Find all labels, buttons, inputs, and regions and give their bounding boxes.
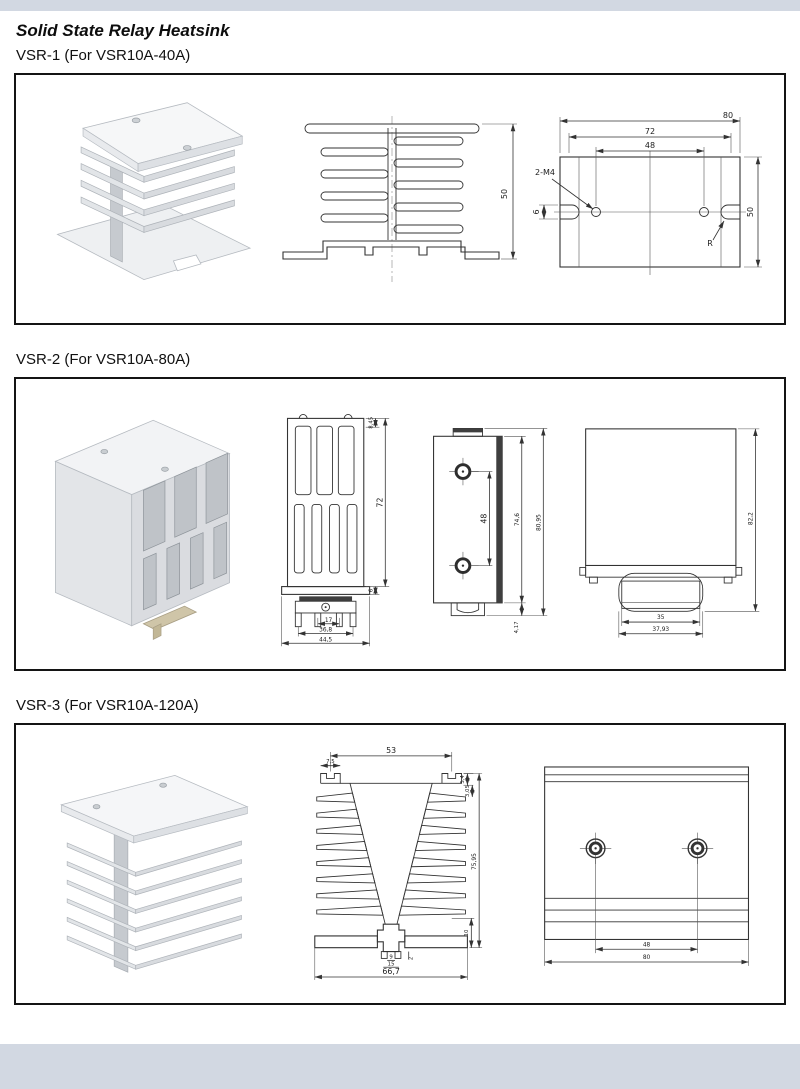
mount-hole bbox=[93, 804, 100, 808]
fins-left bbox=[321, 148, 388, 222]
fins-left bbox=[316, 793, 382, 915]
dim-tiny-b1: 2 bbox=[408, 956, 415, 961]
dim-profile-height: 50 bbox=[499, 188, 509, 200]
clamp-bar bbox=[300, 596, 353, 601]
front-slots-lower bbox=[295, 504, 358, 572]
dim-hole-span: 48 bbox=[644, 141, 656, 150]
vsr1-product-photo bbox=[28, 85, 256, 313]
dim-clamp-outer: 37,93 bbox=[652, 626, 670, 633]
dim-overall-height: 82,2 bbox=[748, 512, 755, 526]
section-heading-vsr2: VSR-2 (For VSR10A-80A) bbox=[16, 351, 191, 368]
dim-clip-height: 4,17 bbox=[513, 621, 520, 634]
dim-tiny-lower: 3,05 bbox=[464, 785, 471, 798]
fins-right bbox=[394, 137, 463, 233]
vsr2-product-photo bbox=[28, 400, 253, 648]
panel-vsr1 bbox=[14, 73, 786, 325]
bottom-accent-bar bbox=[0, 1044, 800, 1089]
page-title: Solid State Relay Heatsink bbox=[16, 21, 230, 40]
dim-rail: 6 bbox=[368, 588, 375, 593]
vsr3-product-photo bbox=[28, 742, 263, 987]
bottom-clip bbox=[451, 603, 484, 616]
dim-overall-height: 80,95 bbox=[536, 514, 543, 531]
rail-plate bbox=[282, 587, 370, 595]
dim-tiny-b2: 9 bbox=[388, 954, 393, 961]
top-slot-right bbox=[441, 774, 461, 784]
page-content bbox=[14, 11, 786, 1005]
dim-clamp-inner: 35 bbox=[657, 615, 665, 622]
dim-width: 66,7 bbox=[381, 967, 400, 977]
dim-width: 80 bbox=[642, 955, 651, 962]
section-heading-vsr1: VSR-1 (For VSR10A-40A) bbox=[16, 47, 191, 64]
thread-callout: 2-M4 bbox=[535, 168, 555, 177]
dim-top-fin: 8,45 bbox=[368, 416, 375, 429]
front-slots-upper bbox=[296, 426, 355, 494]
din-clamp bbox=[619, 573, 703, 611]
vsr3-fin-stack bbox=[67, 841, 241, 969]
section-heading-vsr3: VSR-3 (For VSR10A-120A) bbox=[16, 697, 199, 714]
vsr2-side-view-drawing bbox=[412, 408, 559, 640]
dim-hole-span: 48 bbox=[479, 513, 489, 524]
dim-slot-height: 6 bbox=[532, 209, 541, 215]
mount-hole bbox=[160, 783, 167, 787]
dim-body-height: 74,6 bbox=[514, 513, 521, 527]
panel-vsr2 bbox=[14, 377, 786, 671]
dim-height: 72 bbox=[375, 497, 385, 508]
mount-hole bbox=[101, 449, 108, 453]
fins-right bbox=[399, 793, 465, 915]
mount-hole bbox=[183, 146, 191, 151]
rear-bolts bbox=[580, 833, 713, 864]
vsr1-profile-drawing bbox=[267, 110, 522, 288]
dim-tiny-b3: 15 bbox=[387, 961, 395, 968]
vsr2-back-view-drawing bbox=[572, 409, 772, 639]
center-boss bbox=[377, 924, 404, 951]
dim-overall-width: 44,5 bbox=[319, 637, 333, 644]
dim-top-span: 53 bbox=[385, 745, 396, 755]
din-rail-base bbox=[283, 241, 499, 259]
dim-hole-span: 48 bbox=[642, 942, 651, 949]
dim-tiny-upper: 5,4 bbox=[459, 775, 466, 784]
side-holes bbox=[449, 458, 478, 580]
vsr3-rear-view-drawing bbox=[527, 755, 772, 973]
vsr1-top-view-drawing bbox=[532, 109, 772, 289]
dim-inner-legs: 17 bbox=[325, 617, 333, 624]
top-accent-bar bbox=[0, 0, 800, 11]
dim-slot-width: 7,5 bbox=[325, 759, 335, 766]
top-slot-left bbox=[320, 774, 340, 784]
dim-height: 75,95 bbox=[471, 853, 478, 870]
mount-hole bbox=[132, 118, 140, 123]
panel-vsr3 bbox=[14, 723, 786, 1005]
dim-overall-width: 80 bbox=[722, 111, 734, 120]
dim-boss-height: 10 bbox=[463, 929, 470, 937]
dim-mid-width: 36,8 bbox=[319, 627, 333, 634]
mount-face bbox=[496, 436, 502, 603]
mount-hole bbox=[162, 467, 169, 471]
dim-depth: 50 bbox=[746, 206, 755, 218]
vsr3-profile-drawing bbox=[305, 744, 486, 984]
radius-callout: R bbox=[707, 239, 713, 248]
dim-mount-span: 72 bbox=[644, 127, 656, 136]
vsr2-front-view-drawing bbox=[266, 399, 398, 649]
